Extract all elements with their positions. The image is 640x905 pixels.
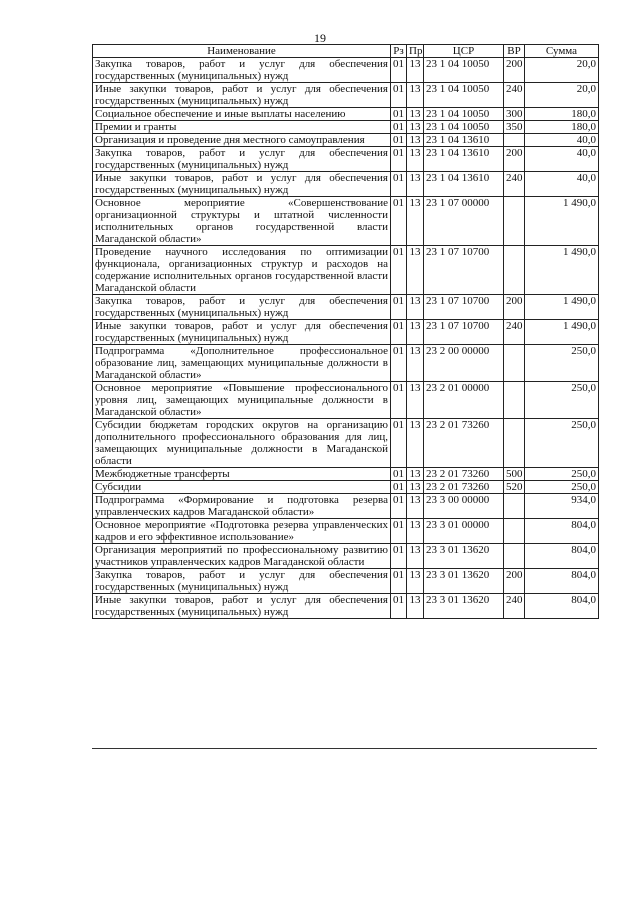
cell-vr	[504, 345, 525, 382]
cell-rz: 01	[391, 246, 407, 295]
cell-vr: 500	[504, 468, 525, 481]
cell-pr: 13	[407, 295, 424, 320]
cell-pr: 13	[407, 345, 424, 382]
cell-csr: 23 2 01 73260	[424, 481, 504, 494]
cell-sum: 40,0	[525, 172, 599, 197]
table-row	[93, 345, 599, 382]
cell-sum: 250,0	[525, 468, 599, 481]
cell-csr: 23 3 01 00000	[424, 519, 504, 544]
cell-vr: 200	[504, 569, 525, 594]
cell-vr: 240	[504, 172, 525, 197]
cell-vr: 240	[504, 594, 525, 619]
cell-pr: 13	[407, 494, 424, 519]
table-row	[93, 481, 599, 494]
cell-vr: 300	[504, 108, 525, 121]
cell-name: Субсидии	[93, 481, 391, 494]
cell-rz: 01	[391, 172, 407, 197]
table-row	[93, 320, 599, 345]
cell-csr: 23 1 07 10700	[424, 295, 504, 320]
cell-rz: 01	[391, 519, 407, 544]
cell-pr: 13	[407, 121, 424, 134]
table-row	[93, 519, 599, 544]
table-row	[93, 382, 599, 419]
cell-rz: 01	[391, 594, 407, 619]
cell-rz: 01	[391, 58, 407, 83]
cell-csr: 23 1 04 10050	[424, 58, 504, 83]
cell-vr: 240	[504, 83, 525, 108]
cell-csr: 23 1 04 10050	[424, 121, 504, 134]
cell-csr: 23 1 04 10050	[424, 83, 504, 108]
cell-vr	[504, 544, 525, 569]
cell-sum: 180,0	[525, 108, 599, 121]
cell-csr: 23 1 04 13610	[424, 134, 504, 147]
cell-pr: 13	[407, 544, 424, 569]
header-sum: Сумма	[525, 45, 599, 58]
cell-csr: 23 3 00 00000	[424, 494, 504, 519]
cell-pr: 13	[407, 83, 424, 108]
header-rz: Рз	[391, 45, 407, 58]
cell-csr: 23 3 01 13620	[424, 569, 504, 594]
table-header-row	[93, 45, 599, 58]
cell-name: Иные закупки товаров, работ и услуг для обеспечения государственных (муниципальных) нужд	[93, 172, 391, 197]
cell-csr: 23 2 00 00000	[424, 345, 504, 382]
cell-csr: 23 1 04 13610	[424, 147, 504, 172]
table-row	[93, 295, 599, 320]
cell-name: Закупка товаров, работ и услуг для обеспечения государственных (муниципальных) нужд	[93, 295, 391, 320]
cell-pr: 13	[407, 419, 424, 468]
cell-csr: 23 3 01 13620	[424, 594, 504, 619]
cell-name: Иные закупки товаров, работ и услуг для обеспечения государственных (муниципальных) нужд	[93, 320, 391, 345]
table-row	[93, 569, 599, 594]
cell-vr	[504, 246, 525, 295]
header-pr: Пр	[407, 45, 424, 58]
cell-csr: 23 2 01 00000	[424, 382, 504, 419]
cell-csr: 23 1 07 10700	[424, 246, 504, 295]
cell-name: Основное мероприятие «Повышение профессионального уровня лиц, замещающих муниципальные должности в Магаданской области»	[93, 382, 391, 419]
cell-csr: 23 2 01 73260	[424, 468, 504, 481]
table-row	[93, 58, 599, 83]
table-row	[93, 468, 599, 481]
cell-name: Межбюджетные трансферты	[93, 468, 391, 481]
cell-pr: 13	[407, 197, 424, 246]
cell-rz: 01	[391, 147, 407, 172]
cell-name: Организация мероприятий по профессиональному развитию участников управленческих кадров Магаданской области	[93, 544, 391, 569]
cell-vr	[504, 134, 525, 147]
budget-table	[92, 44, 599, 619]
cell-csr: 23 3 01 13620	[424, 544, 504, 569]
table-row	[93, 419, 599, 468]
cell-rz: 01	[391, 382, 407, 419]
cell-vr	[504, 382, 525, 419]
table-row	[93, 147, 599, 172]
cell-name: Проведение научного исследования по оптимизации функционала, организационных структур и расходов на содержание исполнительных органов государственной власти Магаданской области	[93, 246, 391, 295]
table-row	[93, 83, 599, 108]
cell-sum: 20,0	[525, 83, 599, 108]
cell-vr: 350	[504, 121, 525, 134]
table-body	[93, 58, 599, 619]
cell-pr: 13	[407, 172, 424, 197]
cell-rz: 01	[391, 468, 407, 481]
cell-name: Социальное обеспечение и иные выплаты населению	[93, 108, 391, 121]
cell-pr: 13	[407, 481, 424, 494]
cell-name: Субсидии бюджетам городских округов на организацию дополнительного профессионального образования для лиц, замещающих муниципальные должности в Магаданской области	[93, 419, 391, 468]
cell-vr: 200	[504, 58, 525, 83]
cell-pr: 13	[407, 468, 424, 481]
cell-vr	[504, 519, 525, 544]
table-row	[93, 108, 599, 121]
cell-sum: 804,0	[525, 594, 599, 619]
cell-sum: 40,0	[525, 134, 599, 147]
cell-name: Закупка товаров, работ и услуг для обеспечения государственных (муниципальных) нужд	[93, 569, 391, 594]
cell-name: Подпрограмма «Формирование и подготовка резерва управленческих кадров Магаданской области»	[93, 494, 391, 519]
cell-pr: 13	[407, 382, 424, 419]
table-row	[93, 134, 599, 147]
table-row	[93, 544, 599, 569]
cell-pr: 13	[407, 108, 424, 121]
cell-sum: 180,0	[525, 121, 599, 134]
cell-sum: 20,0	[525, 58, 599, 83]
cell-pr: 13	[407, 147, 424, 172]
cell-vr	[504, 419, 525, 468]
cell-csr: 23 1 04 13610	[424, 172, 504, 197]
cell-name: Иные закупки товаров, работ и услуг для обеспечения государственных (муниципальных) нужд	[93, 594, 391, 619]
cell-pr: 13	[407, 594, 424, 619]
cell-vr: 240	[504, 320, 525, 345]
header-name: Наименование	[93, 45, 391, 58]
cell-rz: 01	[391, 494, 407, 519]
cell-sum: 804,0	[525, 569, 599, 594]
cell-rz: 01	[391, 134, 407, 147]
cell-rz: 01	[391, 320, 407, 345]
cell-vr	[504, 494, 525, 519]
cell-sum: 1 490,0	[525, 320, 599, 345]
cell-pr: 13	[407, 569, 424, 594]
cell-pr: 13	[407, 320, 424, 345]
cell-rz: 01	[391, 83, 407, 108]
cell-sum: 1 490,0	[525, 246, 599, 295]
cell-vr	[504, 197, 525, 246]
cell-name: Основное мероприятие «Совершенствование организационной структуры и штатной численности исполнительных органов государственной власти Магаданской области»	[93, 197, 391, 246]
table-row	[93, 594, 599, 619]
cell-sum: 40,0	[525, 147, 599, 172]
cell-pr: 13	[407, 519, 424, 544]
cell-csr: 23 1 07 00000	[424, 197, 504, 246]
table-row	[93, 172, 599, 197]
cell-sum: 250,0	[525, 419, 599, 468]
cell-sum: 1 490,0	[525, 295, 599, 320]
page-number: 19	[314, 31, 326, 45]
cell-pr: 13	[407, 246, 424, 295]
cell-rz: 01	[391, 345, 407, 382]
cell-rz: 01	[391, 569, 407, 594]
header-vr: ВР	[504, 45, 525, 58]
cell-sum: 934,0	[525, 494, 599, 519]
cell-rz: 01	[391, 197, 407, 246]
cell-rz: 01	[391, 295, 407, 320]
cell-rz: 01	[391, 121, 407, 134]
cell-vr: 520	[504, 481, 525, 494]
cell-pr: 13	[407, 134, 424, 147]
cell-csr: 23 2 01 73260	[424, 419, 504, 468]
cell-rz: 01	[391, 108, 407, 121]
cell-name: Подпрограмма «Дополнительное профессиональное образование лиц, замещающих муниципальные должности в Магаданской области»	[93, 345, 391, 382]
cell-sum: 250,0	[525, 345, 599, 382]
cell-name: Основное мероприятие «Подготовка резерва управленческих кадров и его эффективное использование»	[93, 519, 391, 544]
header-csr: ЦСР	[424, 45, 504, 58]
bottom-rule	[92, 748, 597, 749]
cell-rz: 01	[391, 419, 407, 468]
cell-sum: 804,0	[525, 519, 599, 544]
cell-rz: 01	[391, 481, 407, 494]
cell-name: Премии и гранты	[93, 121, 391, 134]
table-row	[93, 121, 599, 134]
cell-name: Закупка товаров, работ и услуг для обеспечения государственных (муниципальных) нужд	[93, 147, 391, 172]
table-row	[93, 246, 599, 295]
cell-rz: 01	[391, 544, 407, 569]
table-row	[93, 197, 599, 246]
cell-vr: 200	[504, 295, 525, 320]
cell-name: Организация и проведение дня местного самоуправления	[93, 134, 391, 147]
table-row	[93, 494, 599, 519]
cell-name: Иные закупки товаров, работ и услуг для обеспечения государственных (муниципальных) нужд	[93, 83, 391, 108]
cell-vr: 200	[504, 147, 525, 172]
cell-pr: 13	[407, 58, 424, 83]
cell-csr: 23 1 07 10700	[424, 320, 504, 345]
cell-sum: 250,0	[525, 382, 599, 419]
cell-csr: 23 1 04 10050	[424, 108, 504, 121]
cell-sum: 1 490,0	[525, 197, 599, 246]
cell-sum: 250,0	[525, 481, 599, 494]
cell-name: Закупка товаров, работ и услуг для обеспечения государственных (муниципальных) нужд	[93, 58, 391, 83]
cell-sum: 804,0	[525, 544, 599, 569]
